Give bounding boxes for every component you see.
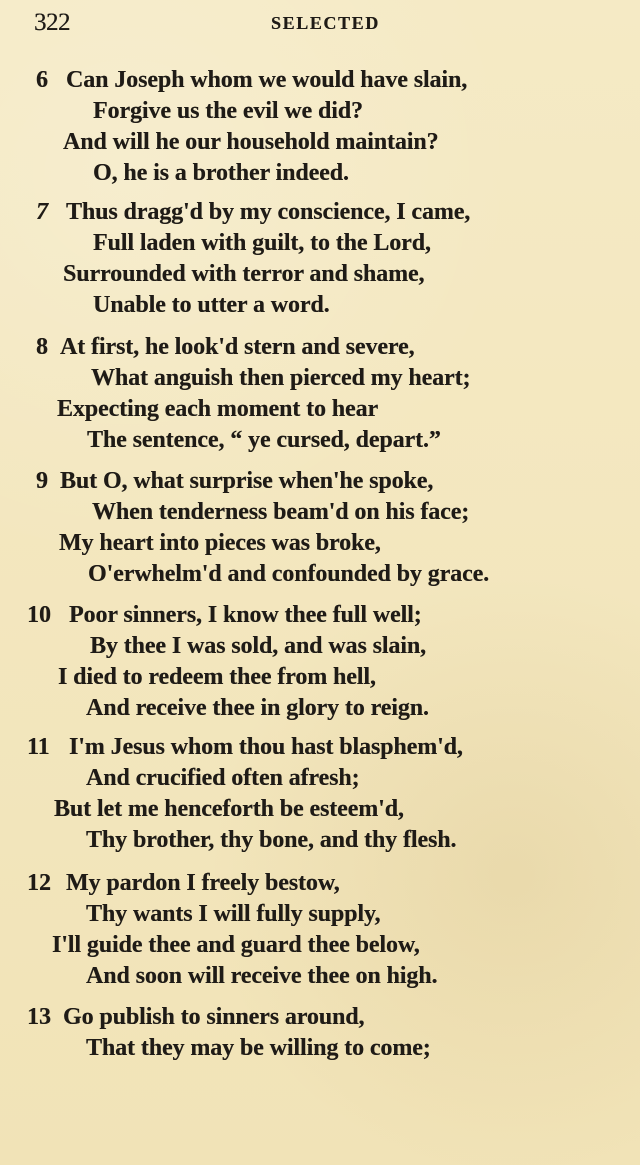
- stanza-line: What anguish then pierced my heart;: [91, 365, 471, 391]
- stanza-line: I'm Jesus whom thou hast blasphem'd,: [69, 734, 463, 760]
- stanza-line: And soon will receive thee on high.: [86, 963, 438, 989]
- stanza-line: Expecting each moment to hear: [57, 396, 379, 422]
- stanza-number: 6: [36, 67, 48, 93]
- stanza-line: Thus dragg'd by my conscience, I came,: [66, 199, 471, 225]
- page-header: [34, 8, 554, 38]
- stanza-line: By thee I was sold, and was slain,: [90, 633, 427, 659]
- stanza-number: 12: [27, 870, 51, 896]
- stanza-line: Forgive us the evil we did?: [93, 98, 363, 124]
- stanza-line: And receive thee in glory to reign.: [86, 695, 429, 721]
- stanza-number: 11: [27, 734, 50, 760]
- stanza-line: Go publish to sinners around,: [63, 1004, 365, 1030]
- stanza-line: Full laden with guilt, to the Lord,: [93, 230, 431, 256]
- stanza-line: Can Joseph whom we would have slain,: [66, 67, 468, 93]
- stanza-number: 7: [36, 199, 48, 225]
- stanza-number: 10: [27, 602, 51, 628]
- stanza-line: My heart into pieces was broke,: [59, 530, 381, 556]
- stanza-line: That they may be willing to come;: [86, 1035, 431, 1061]
- stanza-line: Thy wants I will fully supply,: [86, 901, 381, 927]
- stanza-line: O, he is a brother indeed.: [93, 160, 349, 186]
- stanza-line: O'erwhelm'd and confounded by grace.: [88, 561, 490, 587]
- stanza-number: 13: [27, 1004, 51, 1030]
- stanza-line: Surrounded with terror and shame,: [63, 261, 425, 287]
- stanza-line: I'll guide thee and guard thee below,: [52, 932, 420, 958]
- running-head: SELECTED: [271, 13, 380, 33]
- stanza-line: The sentence, “ ye cursed, depart.”: [87, 427, 441, 453]
- page-number: 322: [34, 9, 70, 36]
- stanza-line: But O, what surprise when'he spoke,: [60, 468, 434, 494]
- stanza-line: I died to redeem thee from hell,: [58, 664, 376, 690]
- stanza-line: But let me henceforth be esteem'd,: [54, 796, 404, 822]
- stanza-line: Poor sinners, I know thee full well;: [69, 602, 422, 628]
- stanza-line: Unable to utter a word.: [93, 292, 330, 318]
- stanza-line: When tenderness beam'd on his face;: [92, 499, 470, 525]
- stanza-line: Thy brother, thy bone, and thy flesh.: [86, 827, 457, 853]
- stanza-number: 8: [36, 334, 48, 360]
- stanza-line: And will he our household maintain?: [63, 129, 439, 155]
- stanza-line: At first, he look'd stern and severe,: [60, 334, 415, 360]
- stanza-number: 9: [36, 468, 48, 494]
- stanza-line: And crucified often afresh;: [86, 765, 360, 791]
- stanza-line: My pardon I freely bestow,: [66, 870, 340, 896]
